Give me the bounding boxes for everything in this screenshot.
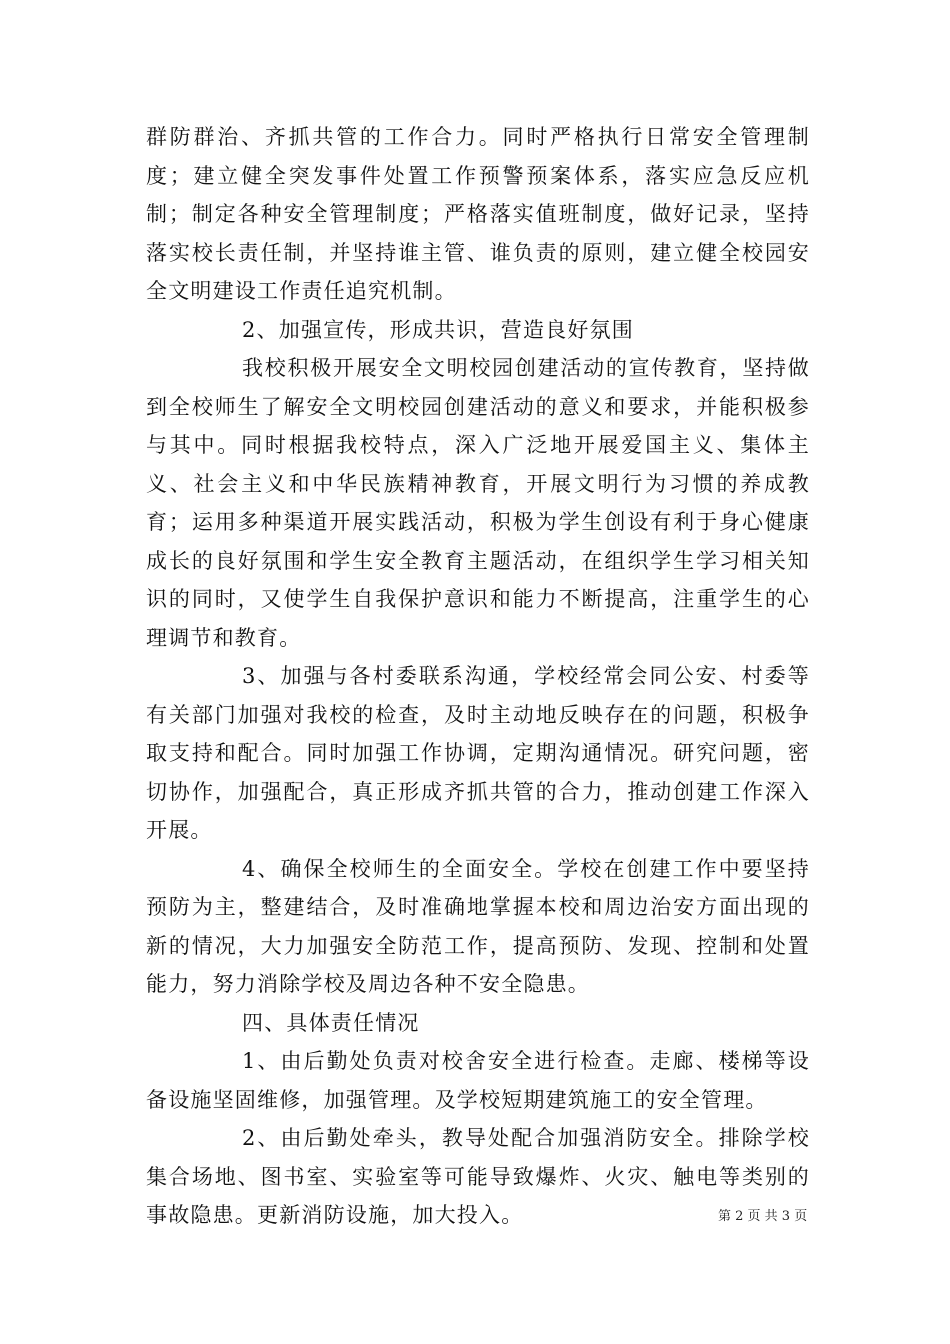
paragraph-continuation: 群防群治、齐抓共管的工作合力。同时严格执行日常安全管理制度；建立健全突发事件处置工作预警预案体系，落实应急反应机制；制定各种安全管理制度；严格落实值班制度，做好记录，坚持落实校长责任制，并坚持谁主管、谁负责的原则，建立健全校园安全文明建设工作责任追究机制。 bbox=[146, 125, 810, 303]
paragraph-village-liaison: 3、加强与各村委联系沟通，学校经常会同公安、村委等有关部门加强对我校的检查，及时主动地反映存在的问题，积极争取支持和配合。同时加强工作协调，定期沟通情况。研究问题，密切协作，加强配合，真正形成齐抓共管的合力，推动创建工作深入开展。 bbox=[146, 664, 810, 842]
section-heading-responsibilities: 四、具体责任情况 bbox=[242, 1010, 420, 1035]
paragraph-publicity: 我校积极开展安全文明校园创建活动的宣传教育，坚持做到全校师生了解安全文明校园创建活动的意义和要求，并能积极参与其中。同时根据我校特点，深入广泛地开展爱国主义、集体主义、社会主义和中华民族精神教育，开展文明行为习惯的养成教育；运用多种渠道开展实践活动，积极为学生创设有利于身心健康成长的良好氛围和学生安全教育主题活动，在组织学生学习相关知识的同时，又使学生自我保护意识和能力不断提高，注重学生的心理调节和教育。 bbox=[146, 356, 810, 650]
page-number-footer: 第 2 页 共 3 页 bbox=[718, 1209, 808, 1224]
document-body bbox=[146, 118, 810, 1235]
paragraph-fire-safety: 2、由后勤处牵头，教导处配合加强消防安全。排除学校集合场地、图书室、实验室等可能导致爆炸、火灾、触电等类别的事故隐患。更新消防设施，加大投入。 bbox=[146, 1126, 810, 1227]
section-heading-publicity: 2、加强宣传，形成共识，营造良好氛围 bbox=[242, 317, 634, 342]
paragraph-safety-assurance: 4、确保全校师生的全面安全。学校在创建工作中要坚持预防为主，整建结合，及时准确地掌握本校和周边治安方面出现的新的情况，大力加强安全防范工作，提高预防、发现、控制和处置能力，努力消除学校及周边各种不安全隐患。 bbox=[146, 856, 810, 996]
paragraph-logistics-inspection: 1、由后勤处负责对校舍安全进行检查。走廊、楼梯等设备设施坚固维修，加强管理。及学校短期建筑施工的安全管理。 bbox=[146, 1049, 810, 1112]
